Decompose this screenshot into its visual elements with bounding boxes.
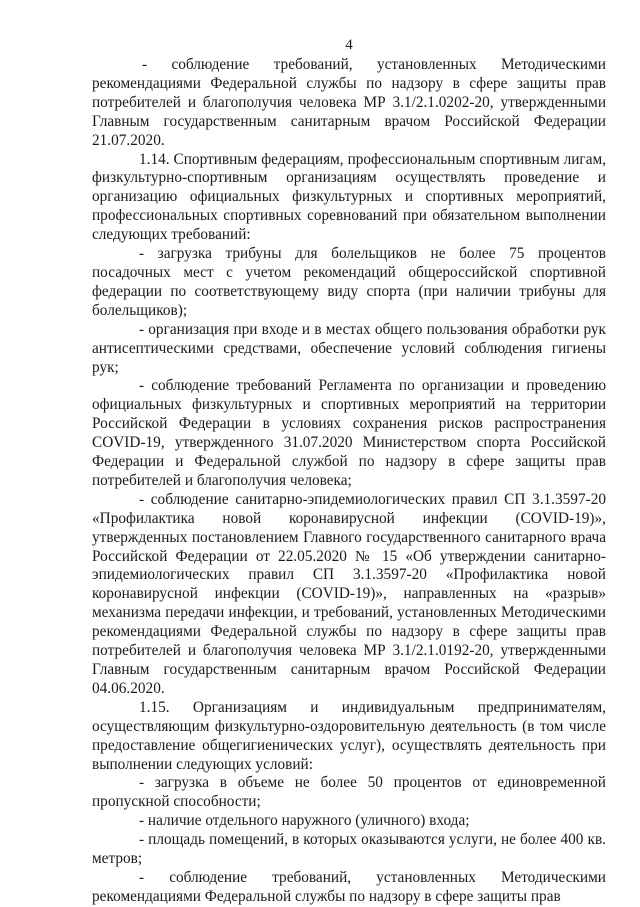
paragraph: - соблюдение требований, установленных Методическими рекомендациями Федеральной службы по надзору в сфере защиты прав потребителей и благополучия человека МР 3.1/2.1.0202-20, утвержденными Главным государственным санитарным врачом Российской Федерации 21.07.2020. (92, 56, 606, 149)
paragraph: 1.14. Спортивным федерациям, профессиональным спортивным лигам, физкультурно-спортивным организациям осуществлять проведение и организацию официальных физкультурных и спортивных мероприятий, профессиональных спортивных соревнований при обязательном выполнении следующих требований: (92, 150, 606, 244)
paragraph: - организация при входе и в местах общего пользования обработки рук антисептическими средствами, обеспечение условий соблюдения гигиены рук; (92, 320, 606, 376)
paragraph: - наличие отдельного наружного (уличного) входа; (139, 812, 470, 830)
paragraph: - соблюдение санитарно-эпидемиологических правил СП 3.1.3597-20 «Профилактика новой коронавирусной инфекции (COVID-19)», утвержденных постановлением Главного государственного санитарного врача Российской Федерации от 22.05.2020 № 15 «Об утверждении санитарно-эпидемиологических правил СП 3.1.3597-20 «Профилактика новой коронавирусной инфекции (COVID-19)», направленных на «разрыв» механизма передачи инфекции, и требований, установленных Методическими рекомендациями Федеральной службы по надзору в сфере защиты прав потребителей и благополучия человека МР 3.1/2.1.0192-20, утвержденными Главным государственным санитарным врачом Российской Федерации 04.06.2020. (92, 490, 606, 697)
paragraph: - площадь помещений, в которых оказываются услуги, не более 400 кв. метров; (92, 831, 606, 868)
paragraph: 1.15. Организациям и индивидуальным предпринимателям, осуществляющим физкультурно-оздоровительную деятельность (в том числе предоставление общегигиенических услуг), осуществлять деятельность при выполнении следующих условий: (92, 698, 606, 773)
paragraph: - соблюдение требований, установленных Методическими рекомендациями Федеральной службы по надзору в сфере защиты прав (92, 868, 606, 905)
paragraph: - загрузка трибуны для болельщиков не более 75 процентов посадочных мест с учетом рекомендаций общероссийской спортивной федерации по соответствующему виду спорта (при наличии трибуны для болельщиков); (92, 245, 606, 319)
page-number: 4 (345, 37, 353, 53)
paragraph: - загрузка в объеме не более 50 процентов от единовременной пропускной способности; (92, 774, 606, 811)
paragraph: - соблюдение требований Регламента по организации и проведению официальных физкультурных и спортивных мероприятий на территории Российской Федерации в условиях сохранения рисков распространения COVID-19, утвержденного 31.07.2020 Министерством спорта Российской Федерации и Федеральной службой по надзору в сфере защиты прав потребителей и благополучия человека; (92, 377, 606, 489)
